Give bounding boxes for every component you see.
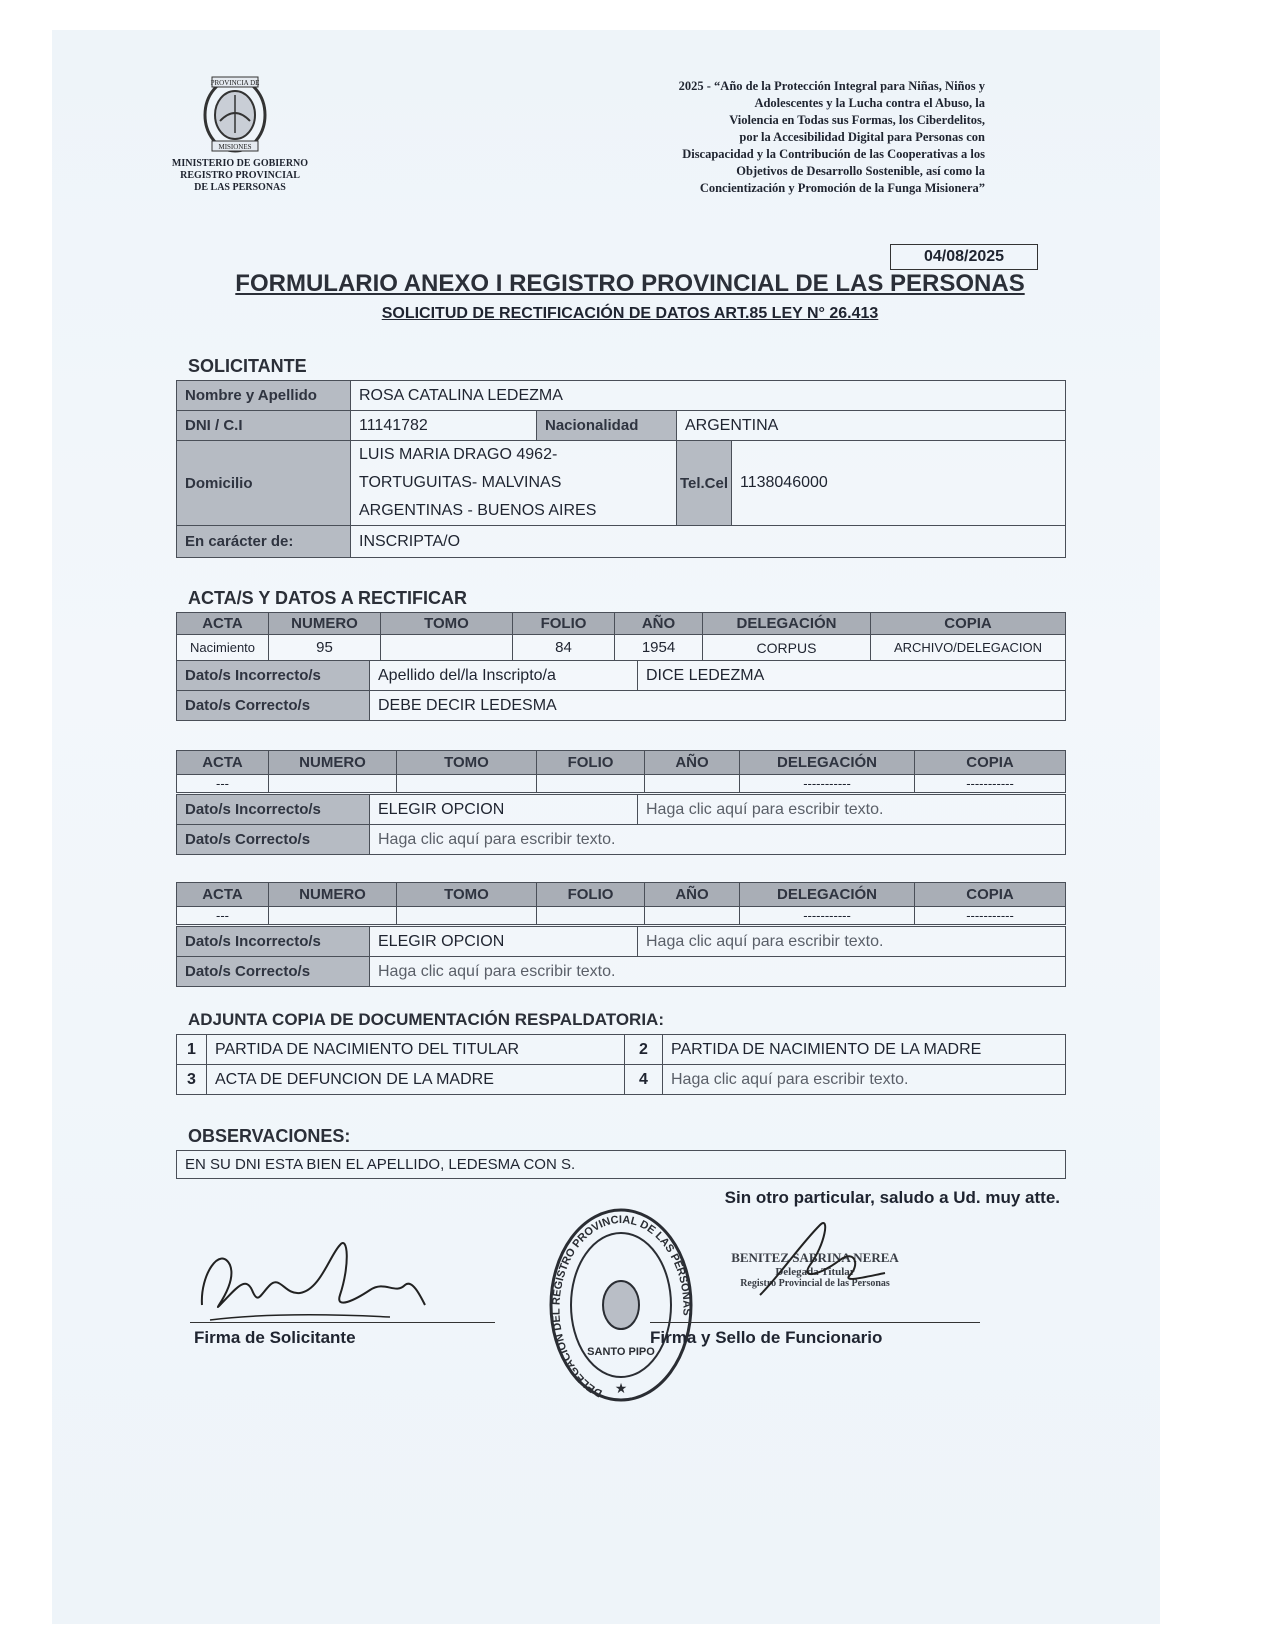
incorrect-field-select[interactable]: Apellido del/la Inscripto/a (370, 661, 638, 691)
col-copia: COPIA (871, 613, 1066, 635)
applicant-signature (190, 1235, 430, 1330)
correct-value[interactable]: Haga clic aquí para escribir texto. (370, 957, 1066, 987)
incorrect-label: Dato/s Incorrecto/s (177, 661, 370, 691)
col-anio: AÑO (645, 883, 740, 907)
motto-line: Adolescentes y la Lucha contra el Abuso, la (754, 96, 985, 110)
acta-data-table-3 (176, 926, 1066, 987)
official-signature-line (650, 1322, 980, 1323)
official-signature-label: Firma y Sello de Funcionario (650, 1328, 883, 1347)
ministry-line-3: DE LAS PERSONAS (194, 182, 286, 193)
actas-heading: ACTA/S Y DATOS A RECTIFICAR (188, 588, 468, 608)
nombre-label: Nombre y Apellido (177, 381, 351, 411)
col-copia: COPIA (915, 751, 1066, 775)
doc-number: 4 (625, 1065, 663, 1095)
col-delegacion: DELEGACIÓN (740, 883, 915, 907)
cell-copia[interactable]: ----------- (915, 907, 1066, 925)
domicilio-line: ARGENTINAS - BUENOS AIRES (359, 502, 597, 519)
domicilio-line: LUIS MARIA DRAGO 4962- (359, 446, 558, 463)
star-icon: ★ (614, 1380, 628, 1396)
col-numero: NUMERO (269, 883, 397, 907)
doc-item[interactable]: ACTA DE DEFUNCION DE LA MADRE (207, 1065, 625, 1095)
motto-line: 2025 - “Año de la Protección Integral para Niñas, Niños y (678, 79, 985, 93)
seal-bottom-text: MISIONES (218, 143, 252, 151)
cell-tomo[interactable] (381, 635, 513, 661)
col-numero: NUMERO (269, 613, 381, 635)
col-folio: FOLIO (537, 751, 645, 775)
cell-delegacion[interactable]: ----------- (740, 775, 915, 793)
seal-top-text: PROVINCIA DE (210, 79, 260, 87)
cell-tomo[interactable] (397, 907, 537, 925)
motto-line: por la Accesibilidad Digital para Personas con (739, 130, 985, 144)
col-delegacion: DELEGACIÓN (740, 751, 915, 775)
correct-label: Dato/s Correcto/s (177, 825, 370, 855)
incorrect-label: Dato/s Incorrecto/s (177, 927, 370, 957)
doc-number: 2 (625, 1035, 663, 1065)
tel-value[interactable]: 1138046000 (732, 441, 1066, 526)
official-signature (750, 1215, 890, 1310)
solicitante-table (176, 380, 1066, 558)
official-name: BENITEZ SABRINA NEREA (731, 1250, 899, 1265)
col-acta: ACTA (177, 883, 269, 907)
dni-label: DNI / C.I (177, 411, 351, 441)
applicant-signature-label: Firma de Solicitante (194, 1328, 356, 1347)
domicilio-label: Domicilio (177, 441, 351, 526)
closing-text: Sin otro particular, saludo a Ud. muy atte. (724, 1188, 1060, 1207)
motto-line: Concientización y Promoción de la Funga Misionera” (699, 181, 985, 195)
col-anio: AÑO (645, 751, 740, 775)
cell-folio[interactable] (537, 907, 645, 925)
date-box: 04/08/2025 (890, 244, 1038, 270)
cell-anio[interactable] (645, 907, 740, 925)
official-role: Delegada Titular (775, 1266, 855, 1278)
official-org: Registro Provincial de las Personas (740, 1278, 890, 1289)
caracter-label: En carácter de: (177, 526, 351, 558)
cell-anio[interactable] (645, 775, 740, 793)
col-acta: ACTA (177, 613, 269, 635)
cell-delegacion[interactable]: ----------- (740, 907, 915, 925)
adjunta-table (176, 1034, 1066, 1095)
ministry-line-2: REGISTRO PROVINCIAL (180, 170, 300, 181)
correct-value[interactable]: DEBE DECIR LEDESMA (370, 691, 1066, 721)
doc-number: 3 (177, 1065, 207, 1095)
cell-anio[interactable]: 1954 (615, 635, 703, 661)
form-subtitle: SOLICITUD DE RECTIFICACIÓN DE DATOS ART.85 LEY N° 26.413 (381, 305, 879, 322)
correct-label: Dato/s Correcto/s (177, 691, 370, 721)
observaciones-table (176, 1150, 1066, 1179)
form-title: FORMULARIO ANEXO I REGISTRO PROVINCIAL DE LAS PERSONAS (235, 270, 1025, 297)
adjunta-heading: ADJUNTA COPIA DE DOCUMENTACIÓN RESPALDATORIA: (188, 1010, 664, 1029)
domicilio-line: TORTUGUITAS- MALVINAS (359, 474, 562, 491)
col-tomo: TOMO (397, 883, 537, 907)
acta-data-table-2 (176, 794, 1066, 855)
acta-table-1 (176, 612, 1066, 661)
correct-value[interactable]: Haga clic aquí para escribir texto. (370, 825, 1066, 855)
nacionalidad-value[interactable]: ARGENTINA (677, 411, 1066, 441)
doc-number: 1 (177, 1035, 207, 1065)
observaciones-heading: OBSERVACIONES: (188, 1126, 351, 1146)
caracter-value[interactable]: INSCRIPTA/O (351, 526, 1066, 558)
cell-delegacion[interactable]: CORPUS (703, 635, 871, 661)
nombre-value[interactable]: ROSA CATALINA LEDEZMA (351, 381, 1066, 411)
incorrect-value[interactable]: DICE LEDEZMA (638, 661, 1066, 691)
motto-line: Discapacidad y la Contribución de las Cooperativas a los (682, 147, 985, 161)
solicitante-heading: SOLICITANTE (188, 356, 307, 376)
doc-item[interactable]: PARTIDA DE NACIMIENTO DEL TITULAR (207, 1035, 625, 1065)
incorrect-field-select[interactable]: ELEGIR OPCION (370, 795, 638, 825)
doc-item[interactable]: Haga clic aquí para escribir texto. (663, 1065, 1066, 1095)
incorrect-field-select[interactable]: ELEGIR OPCION (370, 927, 638, 957)
acta-data-table-1 (176, 660, 1066, 721)
col-folio: FOLIO (513, 613, 615, 635)
ministry-line-1: MINISTERIO DE GOBIERNO (171, 158, 309, 169)
acta-table-2 (176, 750, 1066, 793)
nacionalidad-label: Nacionalidad (537, 411, 677, 441)
stamp-ring-text: DELEGACION DEL REGISTRO PROVINCIAL DE LAS PERSONAS (550, 1213, 693, 1400)
col-folio: FOLIO (537, 883, 645, 907)
cell-tomo[interactable] (397, 775, 537, 793)
cell-copia[interactable]: ----------- (915, 775, 1066, 793)
cell-numero[interactable] (269, 775, 397, 793)
incorrect-value[interactable]: Haga clic aquí para escribir texto. (638, 927, 1066, 957)
cell-folio[interactable]: 84 (513, 635, 615, 661)
doc-item[interactable]: PARTIDA DE NACIMIENTO DE LA MADRE (663, 1035, 1066, 1065)
col-anio: AÑO (615, 613, 703, 635)
motto-line: Objetivos de Desarrollo Sostenible, así como la (736, 164, 985, 178)
province-seal-logo (190, 75, 280, 155)
col-delegacion: DELEGACIÓN (703, 613, 871, 635)
cell-numero[interactable]: 95 (269, 635, 381, 661)
col-copia: COPIA (915, 883, 1066, 907)
col-tomo: TOMO (381, 613, 513, 635)
motto-line: Violencia en Todas sus Formas, los Ciberdelitos, (729, 113, 985, 127)
official-round-stamp (546, 1205, 696, 1405)
cell-copia[interactable]: ARCHIVO/DELEGACION (871, 635, 1066, 661)
domicilio-value[interactable] (351, 441, 677, 526)
incorrect-label: Dato/s Incorrecto/s (177, 795, 370, 825)
cell-folio[interactable] (537, 775, 645, 793)
observaciones-text[interactable]: EN SU DNI ESTA BIEN EL APELLIDO, LEDESMA CON S. (177, 1151, 1066, 1179)
correct-label: Dato/s Correcto/s (177, 957, 370, 987)
cell-acta[interactable]: --- (177, 775, 269, 793)
applicant-signature-line (190, 1322, 495, 1323)
col-tomo: TOMO (397, 751, 537, 775)
cell-numero[interactable] (269, 907, 397, 925)
col-numero: NUMERO (269, 751, 397, 775)
acta-table-3 (176, 882, 1066, 925)
cell-acta[interactable]: Nacimiento (177, 635, 269, 661)
year-motto (505, 78, 985, 197)
stamp-city: SANTO PIPO (587, 1346, 655, 1358)
tel-label: Tel.Cel (677, 441, 732, 526)
dni-value[interactable]: 11141782 (351, 411, 537, 441)
incorrect-value[interactable]: Haga clic aquí para escribir texto. (638, 795, 1066, 825)
col-acta: ACTA (177, 751, 269, 775)
cell-acta[interactable]: --- (177, 907, 269, 925)
